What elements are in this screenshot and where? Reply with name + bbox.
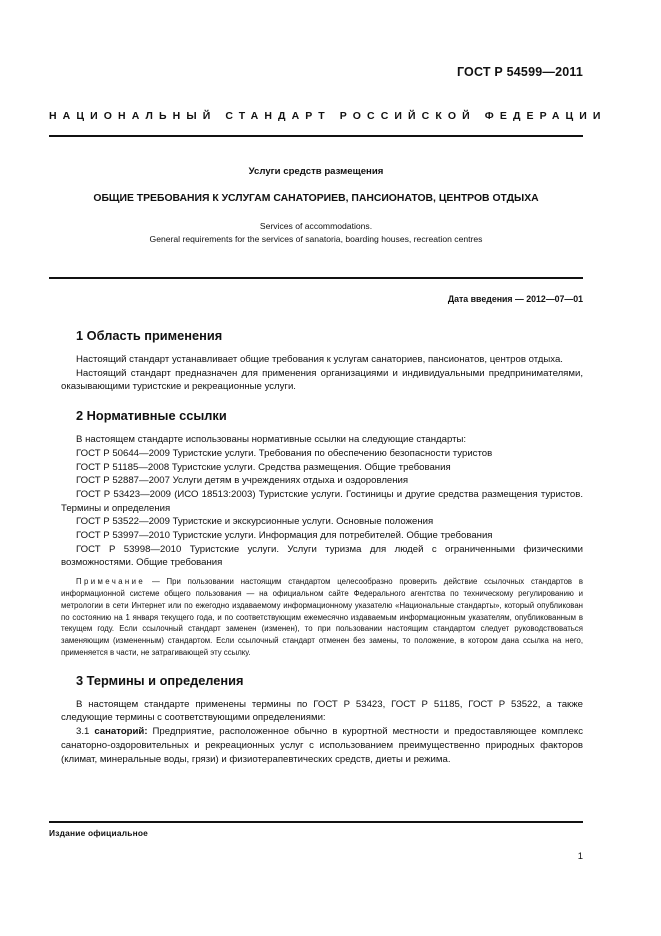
section-2-heading: 2 Нормативные ссылки — [76, 408, 227, 424]
reference-item: ГОСТ Р 53997—2010 Туристские услуги. Информация для потребителей. Общие требования — [76, 530, 493, 542]
section-1-heading: 1 Область применения — [76, 328, 223, 343]
definition-3-1 — [61, 725, 583, 766]
definition-term: санаторий: — [94, 726, 148, 738]
english-title-line-1: Services of accommodations. — [259, 221, 373, 231]
header-divider — [49, 135, 583, 137]
document-title: ОБЩИЕ ТРЕБОВАНИЯ К УСЛУГАМ САНАТОРИЕВ, ПАНСИОНАТОВ, ЦЕНТРОВ ОТДЫХА — [93, 193, 539, 204]
reference-item: ГОСТ Р 53998—2010 Туристские услуги. Услуги туризма для людей с ограниченными физическими возможностями. Общие требования — [61, 543, 583, 569]
national-standard-banner: НАЦИОНАЛЬНЫЙ СТАНДАРТ РОССИЙСКОЙ ФЕДЕРАЦИИ — [49, 110, 607, 122]
section-2-note — [61, 576, 583, 659]
section-3-heading: 3 Термины и определения — [76, 672, 244, 688]
reference-item: ГОСТ Р 53522—2009 Туристские и экскурсионные услуги. Основные положения — [76, 516, 434, 528]
document-body — [61, 328, 583, 766]
section-3-intro: В настоящем стандарте применены термины по ГОСТ Р 53423, ГОСТ Р 51185, ГОСТ Р 53522, а также следующие термины с соответствующими определениями: — [61, 698, 583, 724]
footer-divider — [49, 821, 583, 823]
reference-item: ГОСТ Р 50644—2009 Туристские услуги. Требования по обеспечению безопасности туристов — [76, 447, 493, 459]
reference-item: ГОСТ Р 53423—2009 (ИСО 18513:2003) Туристские услуги. Гостиницы и другие средства размещения туристов. Термины и определения — [61, 488, 583, 514]
section-2-intro: В настоящем стандарте использованы нормативные ссылки на следующие стандарты: — [76, 434, 467, 446]
introduction-date: Дата введения — 2012—07—01 — [447, 294, 583, 304]
section-1-paragraph: Настоящий стандарт устанавливает общие требования к услугам санаториев, пансионатов, центров отдыха. — [76, 354, 563, 365]
definition-text: Предприятие, расположенное обычно в курортной местности и предоставляющее комплекс санаторно-оздоровительных и рекреационных услуг с использованием преимущественно природных факторов (климат, минеральные воды, грязи) и физиотерапевтических средств, диеты и режима. — [61, 726, 583, 765]
reference-item: ГОСТ Р 51185—2008 Туристские услуги. Средства размещения. Общие требования — [76, 461, 451, 473]
section-1-paragraph: Настоящий стандарт предназначен для применения организациями и индивидуальными предпринимателями, оказывающими туристские и рекреационные услуги. — [61, 367, 583, 393]
english-title-line-2: General requirements for the services of sanatoria, boarding houses, recreation centres — [149, 234, 483, 244]
definition-number: 3.1 — [76, 726, 90, 738]
document-subtitle: Услуги средств размещения — [248, 166, 384, 177]
edition-label: Издание официальное — [49, 828, 148, 838]
page-number: 1 — [577, 851, 583, 862]
note-text: — При пользовании настоящим стандартом целесообразно проверить действие ссылочных стандартов в информационной системе общего пользования — на официальном сайте Федерального агентства по техническому регулированию и метрологии в сети Интернет или по ежегодно издаваемому информационному указателю «Национальные стандарты», который опубликован по состоянию на 1 января текущего года, и по соответствующим ежемесячно издаваемым информационным указателям, опубликованным в текущем году. Если ссылочный стандарт заменен (изменен), то при пользовании настоящим стандартом следует руководствоваться заменяющим (измененным) стандартом. Если ссылочный стандарт отменен без замены, то положение, в котором дана ссылка на него, применяется в части, не затрагивающей эту ссылку. — [61, 577, 583, 657]
title-divider — [49, 277, 583, 279]
note-label: Примечание — [76, 577, 146, 587]
reference-item: ГОСТ Р 52887—2007 Услуги детям в учреждениях отдыха и оздоровления — [76, 475, 409, 487]
gost-code: ГОСТ Р 54599—2011 — [456, 65, 583, 79]
